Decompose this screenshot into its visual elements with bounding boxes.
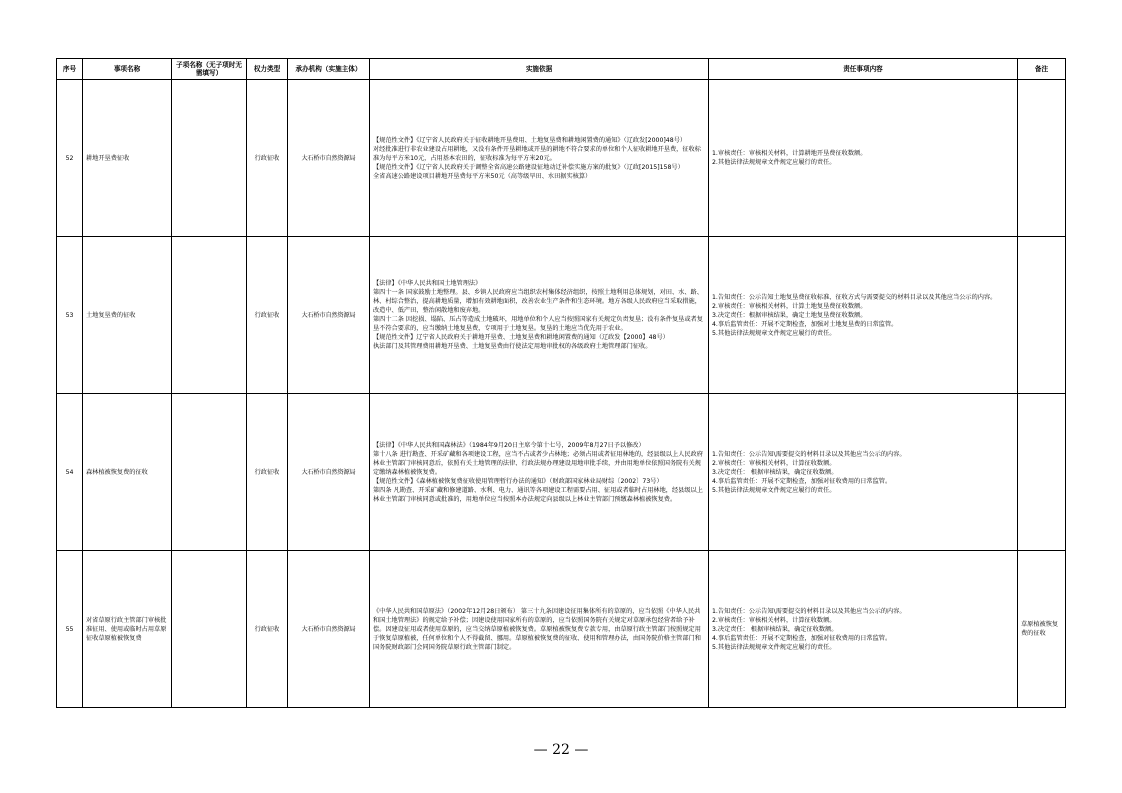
resp-line: 2.其他法律法规规章文件规定应履行的责任。 — [712, 159, 836, 166]
resp-line: 4.事后监管责任：开展不定期检查，加强对土地复垦费的日常监管。 — [712, 320, 898, 328]
row-organization: 大石桥市自然资源局 — [288, 551, 370, 708]
table-row — [57, 237, 1066, 394]
header-responsibility: 责任事项内容 — [709, 59, 1018, 80]
row-index: 54 — [57, 394, 83, 551]
resp-line: 2.审核责任：审核相关材料，计算征收数额。 — [712, 616, 836, 624]
row-item-name: 土地复垦费的征收 — [83, 237, 172, 394]
basis-line: 【规范性文件】《辽宁省人民政府关于调整全省高速公路建设征地动迁补偿实施方案的批复》（辽政[2015]158号） — [373, 163, 684, 171]
row-power-type: 行政征收 — [247, 394, 288, 551]
row-subitem-name — [172, 394, 247, 551]
basis-line: 第四十二条 因挖损、塌陷、压占等造成土地破坏，用地单位和个人应当按照国家有关规定负责复垦；没有条件复垦或者复垦不符合要求的，应当缴纳土地复垦费，专项用于土地复垦。复垦的土地应当优先用于农业。 — [373, 316, 703, 332]
row-note: 草原植被恢复费的征收 — [1018, 551, 1066, 708]
row-responsibility — [709, 551, 1018, 708]
row-responsibility — [709, 237, 1018, 394]
basis-line: 【法律】《中华人民共和国土地管理法》 — [373, 280, 482, 287]
row-basis — [370, 80, 709, 237]
header-power-type: 权力类型 — [247, 59, 288, 80]
row-responsibility — [709, 394, 1018, 551]
resp-line: 1.审核责任：审核相关材料，计算耕地开垦费征收数额。 — [712, 150, 867, 157]
header-basis: 实施依据 — [370, 59, 709, 80]
row-power-type: 行政征收 — [247, 237, 288, 394]
basis-line: 第四条 凡勘查、开采矿藏和修建道路、水利、电力、通讯等各项建设工程需要占用、征用或者临时占用林地，经县级以上林业主管部门审核同意或批准的，用地单位应当按照本办法规定向县级以上林业主管部门预缴森林植被恢复费。 — [373, 486, 703, 503]
resp-line: 5.其他法律法规规章文件规定应履行的责任。 — [712, 643, 836, 651]
row-power-type: 行政征收 — [247, 80, 288, 237]
row-basis — [370, 237, 709, 394]
resp-line: 3.决定责任： 根据审核结果，确定征收数额。 — [712, 468, 838, 476]
resp-line: 5.其他法律法规规章文件规定应履行的责任。 — [712, 486, 836, 494]
table-row — [57, 551, 1066, 708]
row-item-name: 森林植被恢复费的征收 — [83, 394, 172, 551]
basis-line: 第四十一条 国家鼓励土地整理。县、乡镇人民政府应当组织农村集体经济组织，按照土地利用总体规划，对田、水、路、林、村综合整治，提高耕地质量，增加有效耕地面积，改善农业生产条件和生态环境。地方各级人民政府应当采取措施，改造中、低产田，整治闲散地和废弃地。 — [373, 289, 703, 314]
row-item-name: 对省草原行政主管部门审核批准征用、使用或临时占用草原征收草原植被恢复费 — [83, 551, 172, 708]
basis-line: 【规范性文件】《森林植被恢复费征收使用管理暂行办法的通知》（财政部国家林业局财综〔2002〕73号） — [373, 477, 663, 485]
header-organization: 承办机构（实施主体） — [288, 59, 370, 80]
row-organization: 大石桥市自然资源局 — [288, 394, 370, 551]
resp-line: 1.告知责任：公示告知土地复垦费征收标准、征收方式与需要提交的材料目录以及其他应当公示的内容。 — [712, 293, 997, 301]
row-note — [1018, 80, 1066, 237]
row-subitem-name — [172, 237, 247, 394]
row-index: 52 — [57, 80, 83, 237]
row-index: 53 — [57, 237, 83, 394]
basis-line: 全省高速公路建设项目耕地开垦费每平方米50元（高等级旱田、水田据实核算） — [373, 172, 592, 180]
resp-line: 4.事后监管责任：开展不定期检查，加强对征收费用的日常监管。 — [712, 634, 892, 642]
row-power-type: 行政征收 — [247, 551, 288, 708]
row-index: 55 — [57, 551, 83, 708]
row-organization: 大石桥市自然资源局 — [288, 80, 370, 237]
row-basis — [370, 551, 709, 708]
row-basis — [370, 394, 709, 551]
header-subitem-name: 子项名称（无子项时无需填写） — [172, 59, 247, 80]
header-note: 备注 — [1018, 59, 1066, 80]
header-item-name: 事项名称 — [83, 59, 172, 80]
powers-table — [56, 58, 1066, 708]
resp-line: 1.告知责任：公示告知\需要提交的材料目录以及其他应当公示的内容。 — [712, 607, 906, 615]
resp-line: 2.审核责任：审核相关材料，计算土地复垦费征收数额。 — [712, 302, 867, 310]
basis-line: 【法律】《中华人民共和国森林法》（1984年9月20日主席令第十七号，2009年8月27日予以修改） — [373, 441, 645, 449]
resp-line: 3.决定责任：根据审核结果，确定土地复垦费征收数额。 — [712, 311, 867, 319]
row-organization: 大石桥市自然资源局 — [288, 237, 370, 394]
resp-line: 1.告知责任：公示告知\需要提交的材料目录以及其他应当公示的内容。 — [712, 450, 906, 458]
resp-line: 3.决定责任： 根据审核结果，确定征收数额。 — [712, 625, 838, 633]
resp-line: 5.其他法律法规规章文件规定应履行的责任。 — [712, 329, 836, 337]
basis-line: 【规范性文件】《辽宁省人民政府关于征收耕地开垦费用、土地复垦费和耕地闲置费的通知》（辽政发[2000]48号） — [373, 136, 687, 144]
row-subitem-name — [172, 80, 247, 237]
table-header-row — [57, 59, 1066, 80]
row-note — [1018, 394, 1066, 551]
row-item-name: 耕地开垦费征收 — [83, 80, 172, 237]
basis-line: 【规范性文件】辽宁省人民政府关于耕地开垦费、土地复垦费和耕地闲置费的通知（辽政发【2000】48号） — [373, 334, 669, 341]
basis-line: 第十八条 进行勘查、开采矿藏和各项建设工程，应当不占或者少占林地；必须占用或者征用林地的，经县级以上人民政府林业主管部门审核同意后，依照有关土地管理的法律、行政法规办理建设用地审批手续，并由用地单位依照国务院有关规定缴纳森林植被恢复费。 — [373, 450, 703, 476]
table-row — [57, 80, 1066, 237]
resp-line: 2.审核责任：审核相关材料，计算征收数额。 — [712, 459, 836, 467]
basis-line: 执法部门及其管理费用耕地开垦费、土地复垦费由行使法定用地审批权的各级政府土地管理部门征收。 — [373, 343, 652, 350]
resp-line: 4.事后监管责任：开展不定期检查，加强对征收费用的日常监管。 — [712, 477, 892, 485]
header-index: 序号 — [57, 59, 83, 80]
row-note — [1018, 237, 1066, 394]
table-row — [57, 394, 1066, 551]
page-number: — 22 — — [533, 742, 589, 758]
basis-line: 对经批准进行非农业建设占用耕地，又没有条件开垦耕地或开垦的耕地不符合要求的单位和个人征收耕地开垦费，征收标准为每平方米10元，占用基本农田的，征收标准为每平方米20元。 — [373, 145, 701, 162]
basis-line: 《中华人民共和国草原法》（2002年12月28日颁布） 第三十九条因建设征用集体所有的草原的，应当依照《中华人民共和国土地管理法》的规定给予补偿；因建设使用国家所有的草原的，应当依照国务院有关规定对草原承包经营者给予补偿。因建设征用或者使用草原的，应当交纳草原植被恢复费。草原植被恢复费专款专用，由草原行政主管部门按照规定用于恢复草原植被，任何单位和个人不得截留、挪用。草原植被恢复费的征收、使用和管理办法，由国务院价格主管部门和国务院财政部门会同国务院草原行政主管部门制定。 — [373, 607, 701, 651]
row-subitem-name — [172, 551, 247, 708]
row-responsibility — [709, 80, 1018, 237]
